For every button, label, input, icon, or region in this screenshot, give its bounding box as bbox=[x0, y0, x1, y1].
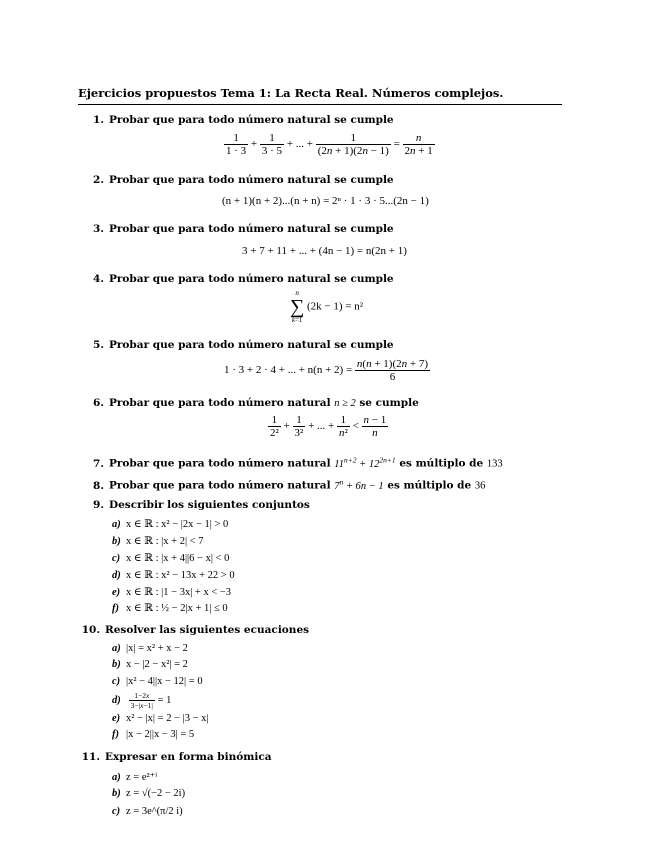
exercise-number: 1. bbox=[93, 114, 104, 126]
equation-10f: f) |x − 2||x − 3| = 5 bbox=[112, 729, 195, 740]
equation-10b: b) x − |2 − x²| = 2 bbox=[112, 659, 188, 670]
exercise-6 bbox=[84, 397, 419, 409]
exercise-number: 5. bbox=[93, 339, 104, 351]
exercise-10 bbox=[78, 624, 309, 636]
exercise-number: 7. bbox=[93, 457, 104, 470]
binomial-b: b) z = √(−2 − 2i) bbox=[112, 788, 186, 799]
set-c: c) x ∈ ℝ : |x + 4||6 − x| < 0 bbox=[112, 553, 230, 564]
binomial-c: c) z = 3e^(π/2 i) bbox=[112, 806, 183, 817]
exercise-number: 4. bbox=[93, 273, 104, 285]
exercise-text: Probar que para todo número natural bbox=[109, 479, 331, 492]
exercise-text: Probar que para todo número natural se cumple bbox=[109, 223, 394, 235]
exercise-value: 133 bbox=[486, 458, 503, 470]
exercise-value: 36 bbox=[474, 480, 486, 492]
exercise-4 bbox=[84, 273, 394, 285]
equation-4-text: (2k − 1) = n² bbox=[307, 300, 364, 313]
exercise-text: Probar que para todo número natural bbox=[109, 397, 331, 409]
exercise-3 bbox=[84, 223, 394, 235]
exercise-text: Probar que para todo número natural se cumple bbox=[109, 339, 394, 351]
exercise-text2: se cumple bbox=[359, 397, 419, 409]
set-b: b) x ∈ ℝ : |x + 2| < 7 bbox=[112, 536, 204, 547]
exercise-9 bbox=[84, 499, 310, 511]
exercise-1 bbox=[84, 114, 394, 126]
exercise-number: 10. bbox=[81, 624, 100, 636]
exercise-math: n ≥ 2 bbox=[334, 398, 356, 409]
exercise-8: 8. Probar que para todo número natural $7^n + 6n - 1$ es múltiplo de 36 bbox=[84, 477, 485, 492]
exercise-number: 3. bbox=[93, 223, 104, 235]
set-e: e) x ∈ ℝ : |1 − 3x| + x < −3 bbox=[112, 587, 232, 598]
exercise-number: 2. bbox=[93, 174, 104, 186]
exercise-number: 11. bbox=[81, 751, 100, 763]
exercise-text2: es múltiplo de bbox=[387, 479, 472, 492]
title-rule bbox=[78, 104, 562, 105]
equation-10e: e) x² − |x| = 2 − |3 − x| bbox=[112, 713, 209, 724]
exercise-text: Probar que para todo número natural se cumple bbox=[109, 273, 394, 285]
equation-6: $\frac{1}{\text{2²}}$ + $\frac{1}{\text{3²}}$ + ... + $\frac{1}{\text{n²}}$ < $\frac{n - 1}{n}$ bbox=[270, 414, 387, 439]
set-f: f) x ∈ ℝ : ½ − 2|x + 1| ≤ 0 bbox=[112, 603, 228, 614]
exercise-text: Resolver las siguientes ecuaciones bbox=[105, 624, 310, 636]
exercise-number: 9. bbox=[93, 499, 104, 511]
exercise-text: Probar que para todo número natural se cumple bbox=[109, 114, 394, 126]
binomial-a: a) z = e²⁺ⁱ bbox=[112, 772, 158, 783]
exercise-7: 7. Probar que para todo número natural $11^{n+2} + 12^{2n+1}$ es múltiplo de 133 bbox=[84, 455, 503, 470]
equation-10a: a) |x| = x² + x − 2 bbox=[112, 643, 188, 654]
exercise-5 bbox=[84, 339, 394, 351]
exercise-text: Probar que para todo número natural se cumple bbox=[109, 174, 394, 186]
equation-1: $\frac{1}{1 \cdot 3}$ + $\frac{1}{3 \cdot 5}$ + ... + $\frac{1}{(2n + 1)(2n - 1)}$ = $\frac{n}{2n + 1}$ bbox=[226, 132, 433, 157]
set-a: a) x ∈ ℝ : x² − |2x − 1| > 0 bbox=[112, 519, 229, 530]
equation-10d: d) $\frac{1-2x}{3-|x-1|}$ = 1 bbox=[112, 691, 172, 710]
equation-4: n ∑ k=1 (2k − 1) = n² bbox=[290, 289, 364, 324]
exercise-number: 8. bbox=[93, 479, 104, 492]
exercise-11 bbox=[78, 751, 272, 763]
equation-3: 3 + 7 + 11 + ... + (4n − 1) = n(2n + 1) bbox=[242, 245, 407, 257]
exercise-text: Expresar en forma binómica bbox=[105, 751, 272, 763]
exercise-text: Probar que para todo número natural bbox=[109, 457, 331, 470]
set-d: d) x ∈ ℝ : x² − 13x + 22 > 0 bbox=[112, 570, 235, 581]
exercise-text2: es múltiplo de bbox=[399, 457, 484, 470]
equation-5-left: 1 · 3 + 2 · 4 + ... + n(n + 2) = bbox=[224, 364, 353, 377]
equation-2: (n + 1)(n + 2)...(n + n) = 2ⁿ · 1 · 3 · 5...(2n − 1) bbox=[222, 195, 429, 207]
equation-10c: c) |x² − 4||x − 12| = 0 bbox=[112, 676, 203, 687]
exercise-text: Describir los siguientes conjuntos bbox=[109, 499, 310, 511]
equation-5: 1 · 3 + 2 · 4 + ... + n(n + 2) = $\frac{n(n + 1)(2n + 7)}{6}$ bbox=[224, 358, 428, 383]
exercise-2 bbox=[84, 174, 394, 186]
exercise-number: 6. bbox=[93, 397, 104, 409]
page-title: Ejercicios propuestos Tema 1: La Recta Real. Números complejos. bbox=[78, 86, 504, 100]
